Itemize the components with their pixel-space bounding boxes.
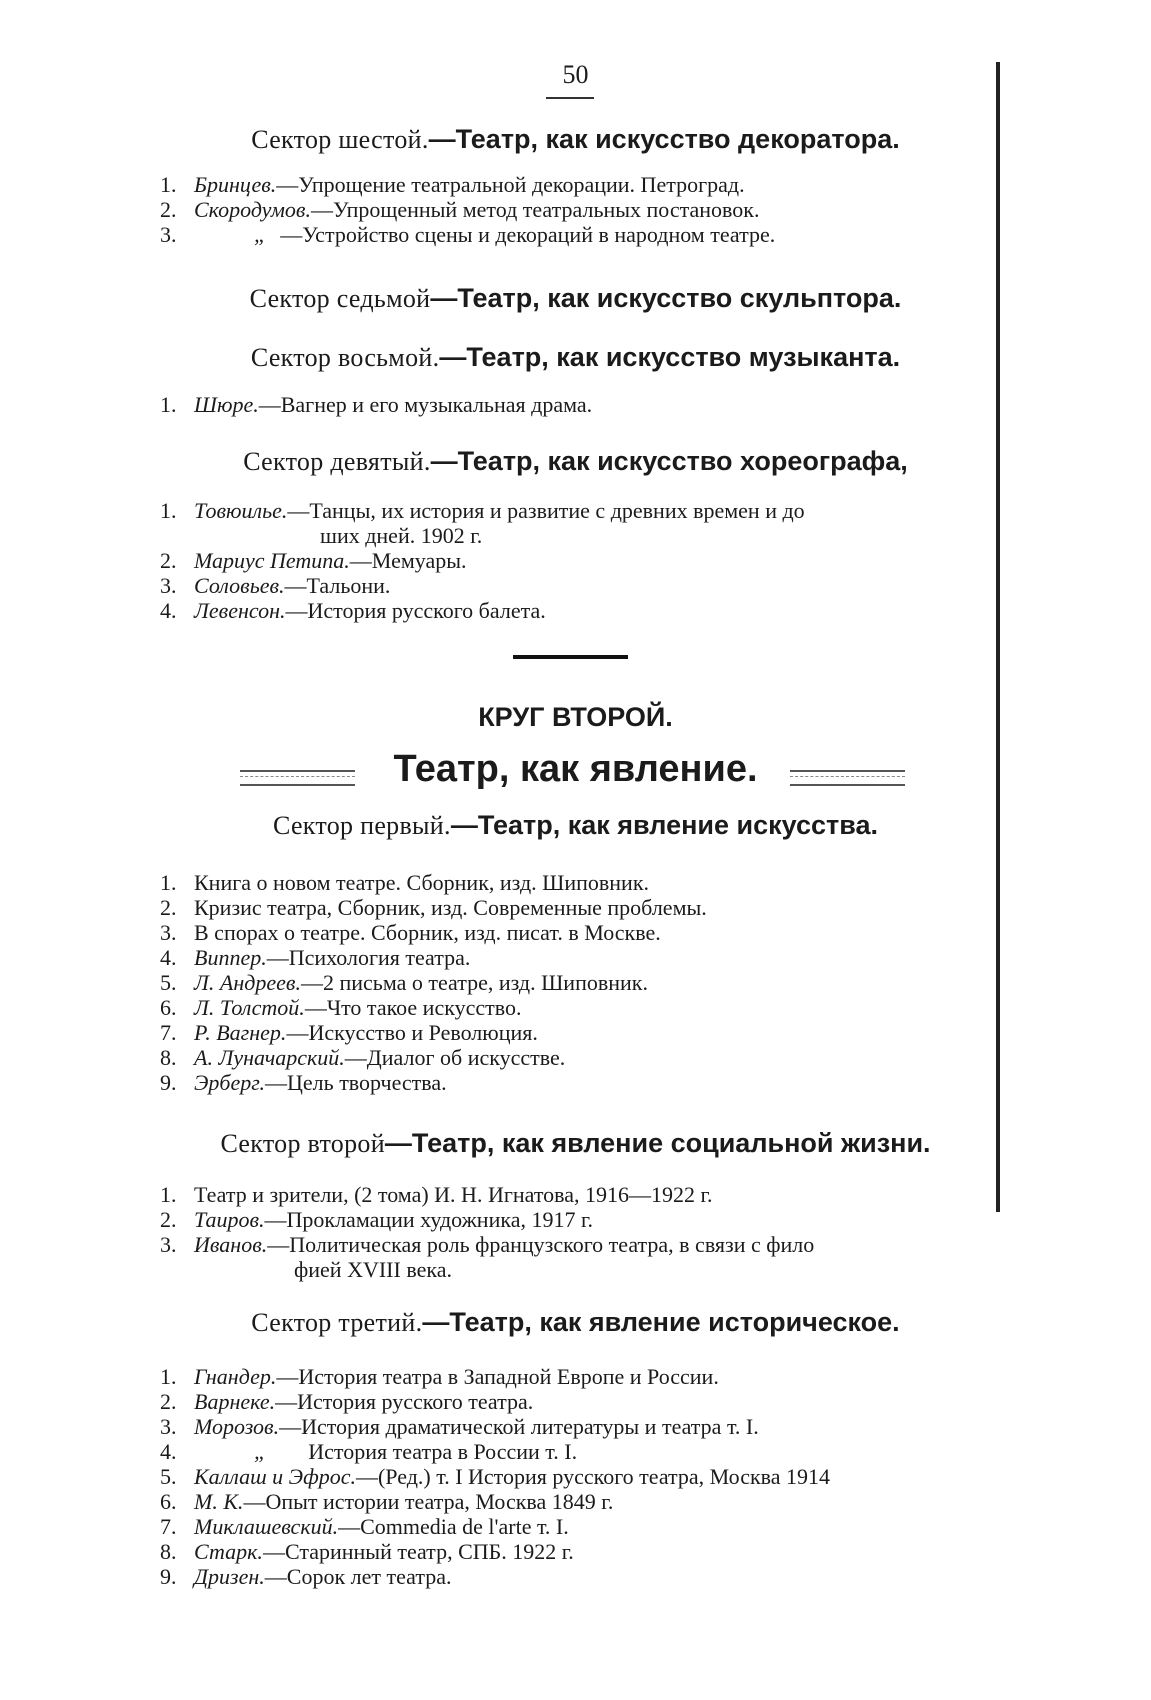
sector-label: Сектор шестой. (251, 125, 429, 154)
item-number: 1. (160, 392, 177, 417)
sector-heading (0, 342, 1151, 373)
item-author: Иванов. (194, 1232, 268, 1257)
item-author: Дризен. (194, 1564, 265, 1589)
sector-label: Сектор девятый. (243, 447, 431, 476)
item-author: „ (254, 222, 267, 247)
item-author: М. К. (194, 1489, 244, 1514)
item-text: —История русского балета. (285, 598, 546, 623)
list-item (160, 1020, 707, 1045)
item-author: А. Луначарский. (194, 1045, 345, 1070)
item-text: —Психология театра. (266, 945, 471, 970)
list-item (160, 1232, 814, 1282)
sector-title: —Театр, как явление историческое. (422, 1307, 900, 1337)
item-author: Л. Толстой. (194, 995, 305, 1020)
item-text: —Тальони. (284, 573, 391, 598)
item-number: 1. (160, 870, 177, 895)
item-text: В спорах о театре. Сборник, изд. писат. в Москве. (194, 920, 661, 945)
list-item (160, 870, 707, 895)
list-item (160, 970, 707, 995)
list-item (160, 1389, 830, 1414)
item-author: Каллаш и Эфрос. (194, 1464, 356, 1489)
list-item (160, 1489, 830, 1514)
item-text-continued: фией XVIII века. (294, 1257, 452, 1282)
item-author: Эрберг. (194, 1070, 266, 1095)
sector-title: —Театр, как искусство скульптора. (430, 283, 902, 313)
item-text: —Опыт истории театра, Москва 1849 г. (243, 1489, 614, 1514)
item-author: Товюилье. (194, 498, 288, 523)
item-author: Левенсон. (194, 598, 286, 623)
list-item (160, 1539, 830, 1564)
item-text: —Искусство и Революция. (286, 1020, 538, 1045)
bibliography-list (160, 392, 592, 417)
item-text: —Вагнер и его музыкальная драма. (258, 392, 593, 417)
list-item (160, 1070, 707, 1095)
item-number: 1. (160, 1182, 177, 1207)
item-number: 2. (160, 895, 177, 920)
item-number: 4. (160, 598, 177, 623)
bibliography-list (160, 498, 805, 623)
item-author: Шюре. (194, 392, 259, 417)
circle-title: Театр, как явление. (393, 748, 758, 790)
list-item (160, 1464, 830, 1489)
item-text: —Commedia de l'arte т. I. (338, 1514, 569, 1539)
item-text: —История драматической литературы и театра т. I. (279, 1414, 759, 1439)
item-author: Миклашевский. (194, 1514, 339, 1539)
sector-heading (0, 124, 1151, 155)
sector-title: —Театр, как явление искусства. (450, 810, 878, 840)
item-number: 4. (160, 1439, 177, 1464)
item-author: Мариус Петипа. (194, 548, 350, 573)
list-item (160, 598, 805, 623)
margin-rule (996, 62, 1000, 1212)
list-item (160, 995, 707, 1020)
list-item (160, 1564, 830, 1589)
item-number: 7. (160, 1514, 177, 1539)
item-author: Варнеке. (194, 1389, 276, 1414)
item-number: 2. (160, 1389, 177, 1414)
item-number: 1. (160, 1364, 177, 1389)
item-text: —История русского театра. (275, 1389, 534, 1414)
list-item (160, 222, 775, 247)
list-item (160, 197, 775, 222)
sector-heading (0, 446, 1151, 477)
sector-label: Сектор третий. (251, 1308, 423, 1337)
item-number: 7. (160, 1020, 177, 1045)
item-text: —Политическая роль французского театра, в связи с фило (267, 1232, 815, 1257)
sector-title: —Театр, как искусство музыканта. (439, 342, 901, 372)
bibliography-list (160, 1364, 830, 1589)
item-number: 3. (160, 222, 177, 247)
item-author: Бринцев. (194, 172, 277, 197)
list-item (160, 945, 707, 970)
item-number: 1. (160, 172, 177, 197)
item-author: Скородумов. (194, 197, 311, 222)
item-text: —Прокламации художника, 1917 г. (264, 1207, 594, 1232)
list-item (160, 573, 805, 598)
item-text: —2 письма о театре, изд. Шиповник. (300, 970, 648, 995)
item-number: 8. (160, 1539, 177, 1564)
list-item (160, 1207, 814, 1232)
item-number: 8. (160, 1045, 177, 1070)
item-number: 5. (160, 970, 177, 995)
item-number: 6. (160, 995, 177, 1020)
item-text: —Упрощенный метод театральных постановок. (310, 197, 760, 222)
item-text: —Старинный театр, СПБ. 1922 г. (262, 1539, 574, 1564)
list-item (160, 920, 707, 945)
list-item (160, 895, 707, 920)
bibliography-list (160, 172, 775, 247)
item-number: 2. (160, 548, 177, 573)
list-item (160, 548, 805, 573)
item-text-continued: ших дней. 1902 г. (320, 523, 483, 548)
item-number: 5. (160, 1464, 177, 1489)
item-number: 3. (160, 1232, 177, 1257)
sector-title: —Театр, как искусство декоратора. (428, 124, 900, 154)
item-number: 3. (160, 573, 177, 598)
sector-title: —Театр, как искусство хореографа, (430, 446, 908, 476)
item-number: 6. (160, 1489, 177, 1514)
item-number: 9. (160, 1070, 177, 1095)
item-text: Кризис театра, Сборник, изд. Современные проблемы. (194, 895, 707, 920)
sector-label: Сектор второй (220, 1129, 385, 1158)
item-text: —Мемуары. (349, 548, 467, 573)
sector-label: Сектор восьмой. (250, 343, 440, 372)
sector-label: Сектор седьмой (249, 284, 431, 313)
item-author: Таиров. (194, 1207, 265, 1232)
sector-heading (0, 283, 1151, 314)
list-item (160, 1364, 830, 1389)
item-number: 3. (160, 1414, 177, 1439)
item-number: 2. (160, 197, 177, 222)
item-text: —Диалог об искусстве. (344, 1045, 566, 1070)
list-item (160, 1439, 830, 1464)
item-author: Старк. (194, 1539, 263, 1564)
item-author: Виппер. (194, 945, 267, 970)
item-text: История театра в России т. I. (308, 1439, 578, 1464)
item-text: Театр и зрители, (2 тома) И. Н. Игнатова, 1916—1922 г. (194, 1182, 713, 1207)
list-item (160, 1045, 707, 1070)
item-number: 3. (160, 920, 177, 945)
sector-heading (0, 1128, 1151, 1159)
item-number: 9. (160, 1564, 177, 1589)
item-author: Р. Вагнер. (194, 1020, 287, 1045)
item-author: Л. Андреев. (194, 970, 301, 995)
page-number-underline (546, 97, 594, 99)
list-item (160, 172, 775, 197)
list-item (160, 1414, 830, 1439)
item-text: —История театра в Западной Европе и России. (276, 1364, 719, 1389)
bibliography-list (160, 1182, 814, 1282)
circle-heading: КРУГ ВТОРОЙ. (478, 702, 673, 732)
item-text: —Что такое искусство. (304, 995, 522, 1020)
item-text: —Устройство сцены и декораций в народном театре. (280, 222, 776, 247)
item-number: 2. (160, 1207, 177, 1232)
sector-label: Сектор первый. (273, 811, 451, 840)
sector-title: —Театр, как явление социальной жизни. (384, 1128, 931, 1158)
item-text: —Сорок лет театра. (264, 1564, 452, 1589)
list-item (160, 1514, 830, 1539)
list-item (160, 498, 805, 548)
item-author: Соловьев. (194, 573, 285, 598)
decorative-rule-right (790, 770, 905, 786)
item-author: Морозов. (194, 1414, 280, 1439)
page-number: 50 (562, 60, 589, 89)
item-text: —Упрощение театральной декорации. Петроград. (276, 172, 745, 197)
list-item (160, 392, 592, 417)
item-author: Гнандер. (194, 1364, 277, 1389)
item-text: —(Ред.) т. I История русского театра, Москва 1914 (355, 1464, 831, 1489)
section-divider (513, 655, 628, 659)
item-text: —Цель творчества. (265, 1070, 447, 1095)
sector-heading (0, 810, 1151, 841)
item-number: 1. (160, 498, 177, 523)
item-number: 4. (160, 945, 177, 970)
sector-heading (0, 1307, 1151, 1338)
bibliography-list (160, 870, 707, 1095)
item-text: —Танцы, их история и развитие с древних времен и до (287, 498, 805, 523)
list-item (160, 1182, 814, 1207)
item-author: „ (254, 1439, 267, 1464)
item-text: Книга о новом театре. Сборник, изд. Шиповник. (194, 870, 650, 895)
